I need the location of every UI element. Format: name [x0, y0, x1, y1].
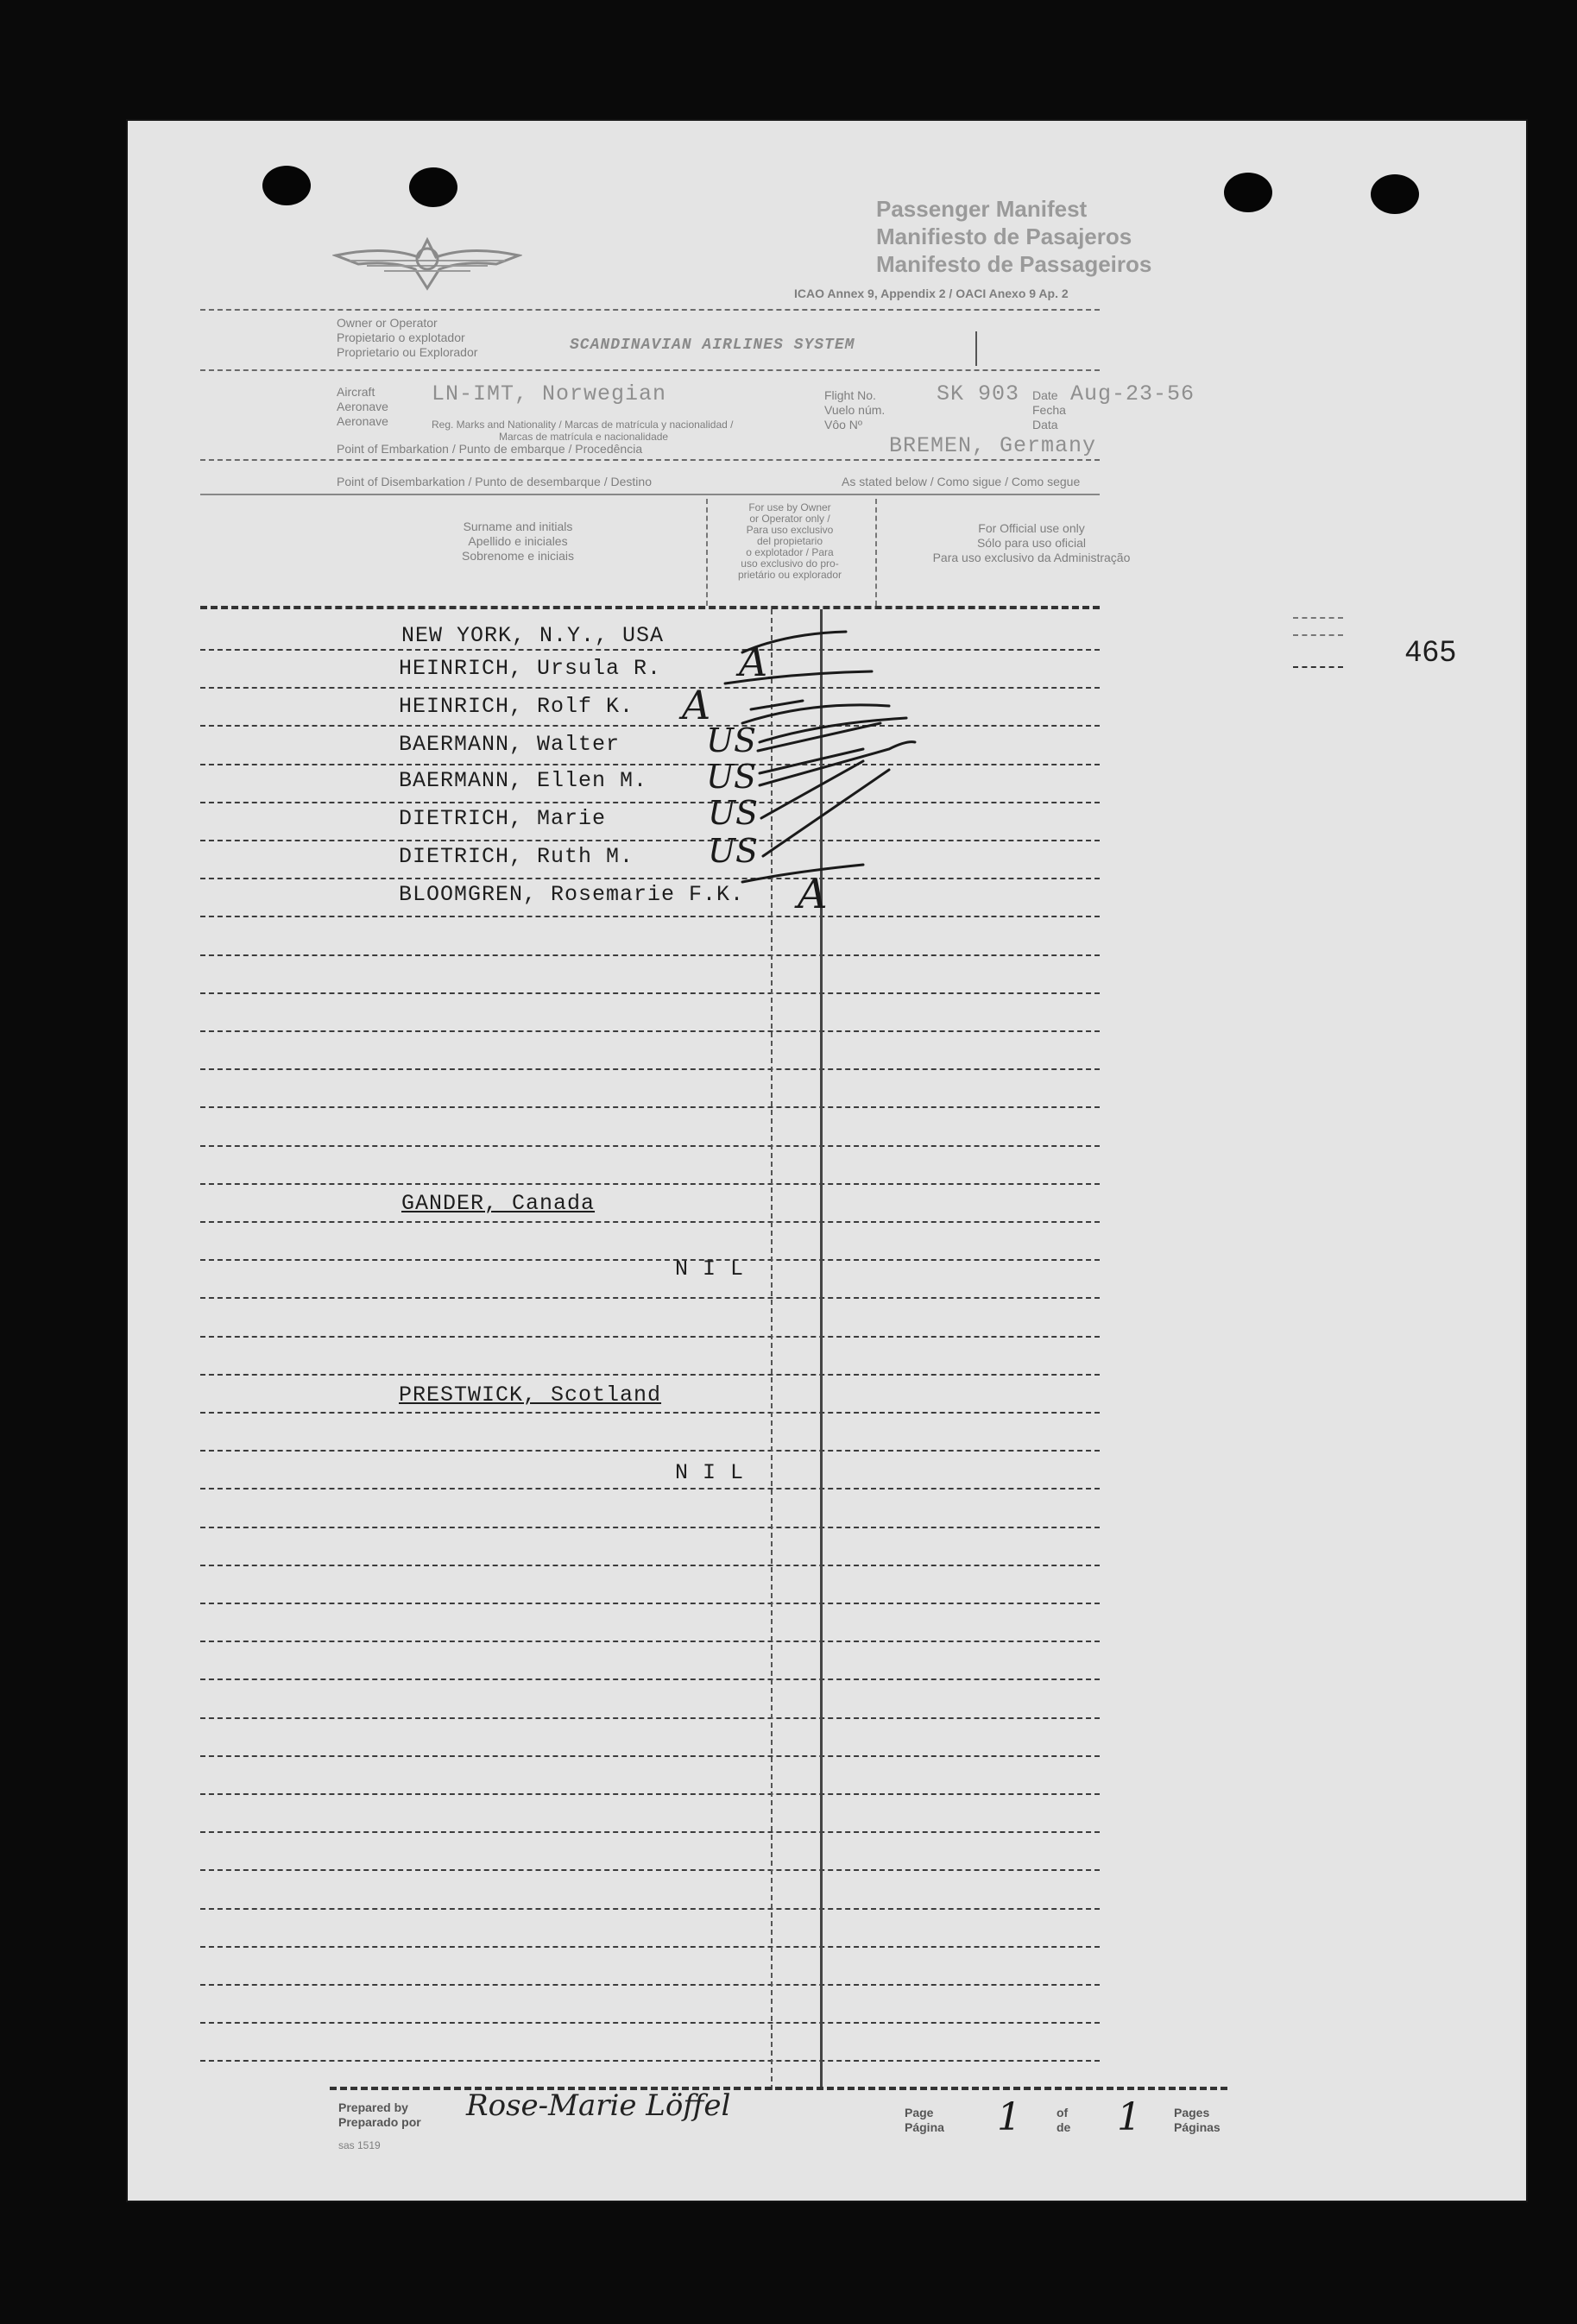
ruled-line [200, 1603, 1100, 1604]
col-header-name: Surname and initials Apellido e iniciales Sobrenome e iniciais [462, 520, 574, 563]
ruled-line [200, 1183, 1100, 1185]
prepared-by-label: Prepared by Preparado por [338, 2100, 421, 2129]
ruled-line [200, 1374, 1100, 1376]
ruled-line [200, 1450, 1100, 1452]
punch-hole [409, 167, 457, 207]
margin-mark [1293, 634, 1343, 636]
page-number: 1 [997, 2095, 1021, 2139]
passenger-name: BAERMANN, Walter [399, 732, 621, 757]
ruled-line [200, 1488, 1100, 1490]
col-header-owner: For use by Owner or Operator only / Para uso exclusivo del propietario o explotador / Para uso exclusivo do pro- prietário ou explorador [737, 501, 842, 581]
aircraft-label: Aircraft Aeronave Aeronave [337, 385, 388, 428]
prepared-by-signature: Rose-Marie Löffel [466, 2088, 731, 2123]
page-total: 1 [1117, 2095, 1141, 2139]
ruled-line [200, 687, 1100, 689]
passenger-name: DIETRICH, Marie [399, 806, 607, 831]
ruled-line [200, 1297, 1100, 1299]
handwritten-mark: A [739, 639, 768, 685]
form-number: sas 1519 [338, 2139, 381, 2151]
margin-mark [1293, 666, 1343, 668]
ruled-line [200, 878, 1100, 879]
ruled-line [200, 1565, 1100, 1566]
handwritten-check-strokes [691, 621, 932, 897]
ruled-line [200, 2060, 1100, 2062]
punch-hole [262, 166, 311, 205]
ruled-line [200, 1869, 1100, 1871]
ruled-line [200, 1717, 1100, 1719]
page-label: Page Página [905, 2106, 944, 2134]
ruled-line [200, 1221, 1100, 1223]
handwritten-mark: US [706, 758, 757, 796]
passenger-name: BLOOMGREN, Rosemarie F.K. [399, 882, 745, 907]
owner-line [975, 331, 977, 366]
ruled-line [200, 1678, 1100, 1680]
flight-no-label: Flight No. Vuelo núm. Vôo Nº [824, 388, 886, 431]
destination-prestwick: PRESTWICK, Scotland [399, 1382, 662, 1408]
margin-mark [1293, 617, 1343, 619]
punch-hole [1371, 174, 1419, 214]
ruled-line [200, 649, 1100, 651]
ruled-line [200, 1145, 1100, 1147]
handwritten-mark: A [798, 870, 828, 918]
as-stated-label: As stated below / Como sigue / Como segue [842, 475, 1081, 488]
passenger-name: HEINRICH, Ursula R. [399, 656, 662, 681]
handwritten-mark: A [682, 682, 711, 728]
ruled-line [200, 840, 1100, 841]
handwritten-mark: US [706, 721, 757, 759]
ruled-line [200, 916, 1100, 917]
destination-gander: GANDER, Canada [401, 1191, 596, 1216]
ruled-line [200, 802, 1100, 803]
ruled-line [200, 764, 1100, 765]
ruled-line [200, 1831, 1100, 1833]
passenger-name: BAERMANN, Ellen M. [399, 768, 648, 793]
manifest-sheet [128, 121, 1526, 2201]
ruled-line [200, 1946, 1100, 1948]
handwritten-mark: US [708, 794, 759, 832]
title-line: Passenger Manifest [876, 196, 1088, 222]
embarkation-value: BREMEN, Germany [889, 433, 1097, 458]
passenger-name: HEINRICH, Rolf K. [399, 694, 634, 719]
disembarkation-label: Point of Disembarkation / Punto de desembarque / Destino [337, 475, 652, 488]
date-value: Aug-23-56 [1070, 381, 1195, 406]
nil-entry: N I L [675, 1256, 745, 1282]
ruled-line [200, 725, 1100, 727]
title-line: Manifesto de Passageiros [876, 251, 1152, 277]
ruled-line [200, 1984, 1100, 1986]
ruled-line [200, 1106, 1100, 1108]
date-label: Date Fecha Data [1032, 388, 1066, 431]
owner-label: Owner or Operator Propietario o explotador Proprietario ou Explorador [337, 316, 478, 359]
airline-logo-icon [332, 226, 522, 297]
stamp-number: 465 [1405, 635, 1457, 668]
ruled-line [200, 1030, 1100, 1032]
ruled-line [200, 992, 1100, 994]
ruled-line [200, 1259, 1100, 1261]
reg-marks-label-2: Marcas de matrícula e nacionalidade [499, 431, 669, 443]
reg-marks-label: Reg. Marks and Nationality / Marcas de matrícula y nacionalidad / [432, 419, 734, 431]
ruled-line [200, 1336, 1100, 1338]
form-title [876, 195, 1151, 278]
icao-reference: ICAO Annex 9, Appendix 2 / OACI Anexo 9 Ap. 2 [794, 287, 1069, 300]
ruled-line [200, 1641, 1100, 1642]
destination-new-york: NEW YORK, N.Y., USA [401, 623, 665, 648]
handwritten-mark: US [708, 832, 759, 870]
embarkation-label: Point of Embarkation / Punto de embarque / Procedência [337, 442, 643, 456]
nil-entry: N I L [675, 1460, 745, 1485]
of-label: of de [1057, 2106, 1071, 2134]
owner-value: SCANDINAVIAN AIRLINES SYSTEM [570, 337, 855, 354]
title-line: Manifiesto de Pasajeros [876, 224, 1132, 249]
pages-label: Pages Páginas [1174, 2106, 1221, 2134]
ruled-line [200, 1412, 1100, 1414]
ruled-line [200, 1793, 1100, 1795]
ruled-line [200, 1755, 1100, 1757]
punch-hole [1224, 173, 1272, 212]
ruled-line [200, 1068, 1100, 1070]
aircraft-value: LN-IMT, Norwegian [432, 381, 667, 406]
ruled-line [200, 1527, 1100, 1528]
passenger-name: DIETRICH, Ruth M. [399, 844, 634, 869]
ruled-line [200, 2022, 1100, 2024]
flight-no-value: SK 903 [937, 381, 1020, 406]
ruled-line [200, 1908, 1100, 1910]
col-header-official: For Official use only Sólo para uso oficial Para uso exclusivo da Administração [932, 521, 1131, 564]
ruled-line [200, 954, 1100, 956]
